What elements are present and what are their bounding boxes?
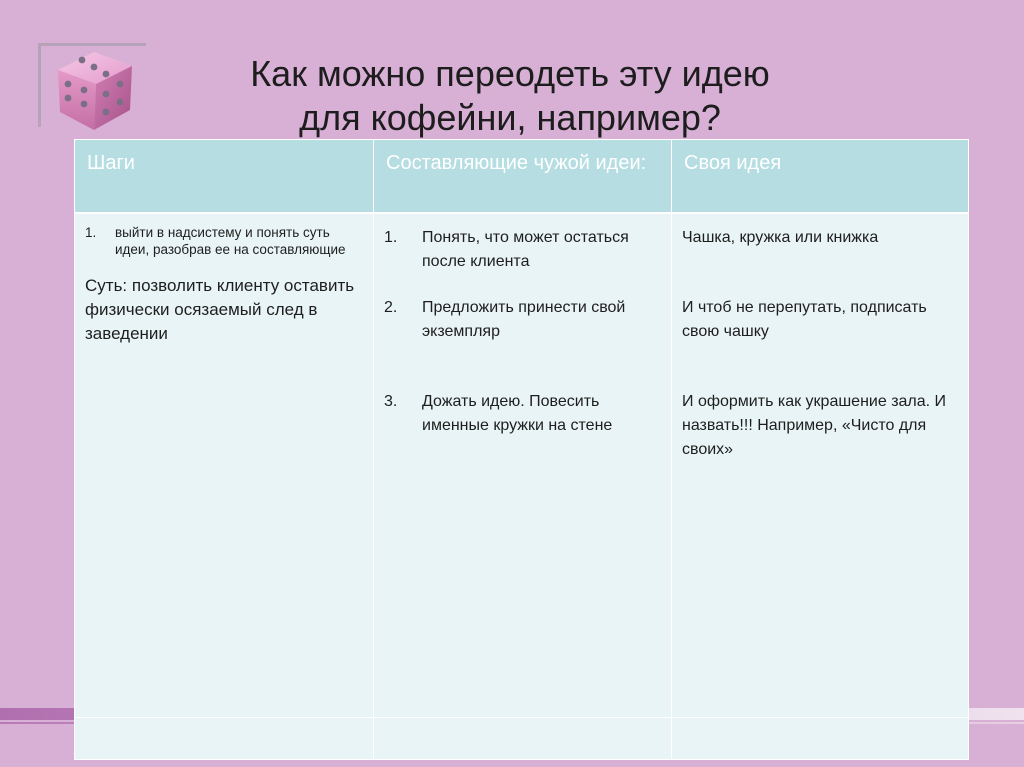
empty-cell: [672, 718, 969, 760]
page-title: [160, 52, 860, 140]
table-row-empty: [75, 718, 969, 760]
list-text: Предложить принести свой экземпляр: [422, 298, 626, 340]
empty-cell: [75, 718, 374, 760]
idea-text: Чашка, кружка или книжка: [682, 228, 879, 246]
header-own-idea: Своя идея: [672, 140, 969, 213]
ideas-table: [74, 139, 969, 760]
components-cell: [374, 213, 672, 718]
title-line-2: для кофейни, например?: [299, 97, 721, 138]
idea-text: И чтоб не перепутать, подписать свою чашку: [682, 298, 927, 340]
list-number: 2.: [384, 298, 398, 316]
list-text: выйти в надсистему и понять суть идеи, разобрав ее на составляющие: [115, 224, 346, 257]
list-text: Понять, что может остаться после клиента: [422, 228, 629, 270]
own-idea-cell: [672, 213, 969, 718]
empty-cell: [374, 718, 672, 760]
title-line-1: Как можно переодеть эту идею: [250, 53, 770, 94]
idea-text: И оформить как украшение зала. И назвать!!! Например, «Чисто для своих»: [682, 392, 947, 458]
steps-cell: [75, 213, 374, 718]
table-header-row: [75, 140, 969, 213]
list-number: 1.: [85, 224, 97, 240]
list-text: Дожать идею. Повесить именные кружки на стене: [422, 392, 613, 434]
list-item: [85, 224, 365, 258]
summary-text: Суть: позволить клиенту оставить физически осязаемый след в заведении: [85, 275, 355, 343]
list-number: 3.: [384, 392, 398, 410]
table-row: [75, 213, 969, 718]
dice-icon: [44, 38, 144, 138]
list-item: [384, 390, 663, 438]
list-number: 1.: [384, 228, 398, 246]
header-components: Составляющие чужой идеи:: [374, 140, 672, 213]
list-item: [384, 226, 663, 274]
list-item: [384, 296, 663, 344]
header-steps: Шаги: [75, 140, 374, 213]
